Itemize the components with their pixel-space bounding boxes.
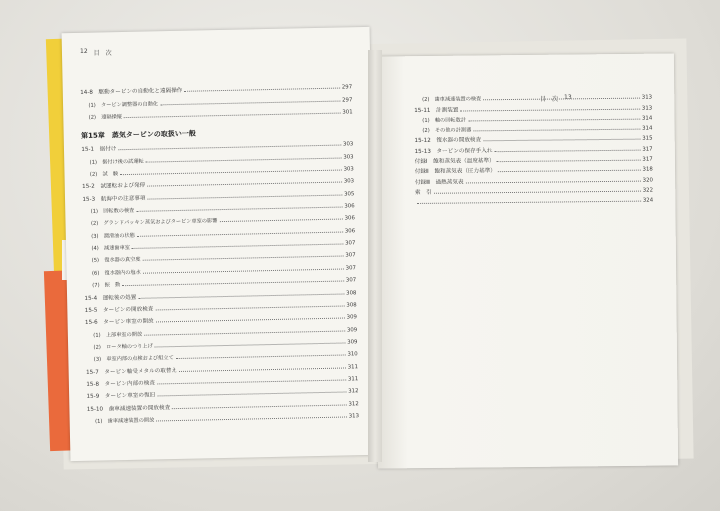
toc-leader-dots	[494, 149, 640, 152]
left-page-number: 12	[80, 48, 88, 55]
toc-entry-page: 313	[641, 105, 653, 112]
toc-entry-page: 311	[347, 376, 359, 383]
toc-entry-title: (1) 回転数の検査	[90, 207, 135, 215]
left-toc-list	[80, 78, 359, 425]
toc-entry-page: 312	[348, 388, 359, 395]
toc-leader-dots	[498, 170, 641, 172]
toc-entry-page: 324	[642, 197, 654, 204]
toc-entry-page: 297	[342, 96, 353, 104]
toc-entry-title: 15-1 据付け	[81, 146, 117, 154]
toc-entry-page: 308	[346, 302, 357, 309]
toc-entry-page: 303	[343, 178, 355, 185]
toc-entry-title: 索 引	[415, 189, 432, 196]
toc-entry-page: 318	[642, 166, 653, 173]
toc-entry-page: 305	[344, 191, 355, 198]
toc-entry-title: 15-12 復水器の開放検査	[414, 137, 482, 145]
toc-entry-page: 314	[641, 115, 653, 122]
right-page-title: 目 次	[540, 96, 559, 103]
toc-entry-page: 312	[348, 400, 359, 408]
toc-leader-dots	[417, 201, 641, 204]
toc-entry-title: 付録Ⅱ 飽和蒸気表（圧力基準）	[414, 168, 496, 176]
toc-entry-title: 15-3 航海中の注意事項	[82, 195, 146, 203]
left-page-header	[80, 48, 140, 57]
right-page-number: 13	[564, 94, 572, 101]
toc-entry-page: 309	[346, 326, 358, 333]
toc-entry-title: (1) 上部車室の開放	[93, 331, 143, 339]
toc-entry-title: 15-9 タービン車室の復旧	[86, 392, 156, 401]
toc-entry-page: 317	[642, 146, 653, 153]
toc-entry-title: (2) 歯車減速装置の検査	[422, 96, 482, 104]
toc-entry-page: 307	[345, 252, 356, 259]
toc-entry-page: 314	[642, 125, 653, 132]
toc-entry-title: (2) 試 験	[89, 171, 119, 178]
toc-entry-page: 307	[345, 277, 357, 284]
toc-entry-page: 308	[346, 289, 357, 296]
toc-entry-page: 306	[344, 215, 355, 222]
toc-entry-page: 310	[347, 351, 358, 358]
toc-entry-title: (2) グランドパッキン蒸気およびタービン車室の影響	[90, 218, 218, 228]
toc-entry-page: 322	[642, 187, 654, 194]
toc-entry-page: 303	[343, 166, 354, 173]
toc-entry-page: 320	[642, 177, 653, 184]
toc-entry-title: (2) その他の計測器	[422, 127, 472, 135]
toc-entry-title: 15-7 タービン軸受メタルの取替え	[85, 367, 178, 376]
toc-entry-page: 309	[347, 339, 358, 346]
toc-entry-title: 15-5 タービンの開放検査	[84, 306, 154, 314]
toc-entry-title: 付録Ⅲ 過熱蒸気表	[414, 179, 464, 186]
toc-entry-page: 309	[346, 314, 358, 321]
toc-entry-title: (3) 車室内部の点検および組立て	[93, 355, 174, 363]
toc-entry-title: (2) ロータ軸のつり上げ	[93, 343, 153, 351]
toc-entry-title: 15-4 運転後の処置	[84, 294, 137, 302]
toc-entry-title: (3) 潤滑油の状態	[91, 232, 135, 240]
right-toc-list	[414, 91, 653, 207]
toc-entry-title: 15-11 計測装置	[414, 107, 459, 114]
toc-entry-title: (6) 復水器内の塩水	[91, 269, 141, 277]
toc-entry-title: (1) 軸の回転数計	[422, 117, 466, 124]
toc-entry-page: 306	[344, 228, 356, 235]
toc-entry-page: 311	[347, 363, 359, 371]
toc-entry-title: (2) 遠隔操縦	[88, 114, 123, 121]
toc-entry-page: 303	[342, 141, 354, 148]
toc-entry-page: 297	[341, 84, 353, 91]
toc-entry-title: (4) 減速歯車室	[91, 245, 130, 252]
toc-entry-title: 15-6 タービン車室の開放	[84, 318, 154, 327]
toc-entry-title: (5) 復水器の真空度	[91, 257, 141, 265]
toc-entry-page: 301	[342, 109, 353, 116]
toc-entry-page: 306	[344, 203, 355, 210]
toc-entry-title: (1) 歯車減速装置の開放	[95, 417, 155, 425]
toc-entry-page: 307	[345, 265, 356, 272]
toc-entry-page: 307	[345, 240, 356, 247]
toc-entry-page: 303	[343, 154, 354, 161]
toc-leader-dots	[497, 160, 641, 163]
toc-entry-page: 317	[642, 156, 653, 163]
book-gutter	[368, 50, 382, 462]
toc-entry-title: 15-2 試運転および発停	[82, 183, 146, 191]
toc-entry-page: 313	[641, 94, 653, 101]
toc-entry-title: (1) タービン調整器の自動化	[88, 101, 159, 109]
toc-entry-title: 15-10 歯車減速装置の開放検査	[86, 404, 171, 413]
toc-entry-title: (1) 据付け後の試運転	[89, 158, 144, 166]
left-page-title: 目 次	[93, 50, 112, 57]
toc-entry-title: 15-13 タービンの保存手入れ	[414, 147, 493, 155]
toc-entry-title: (7) 振 動	[92, 282, 121, 289]
toc-entry-title: 付録Ⅰ 飽和蒸気表（温度基準）	[414, 158, 495, 166]
toc-entry-title: 14-8 駆動タービンの自動化と遠隔操作	[80, 88, 183, 97]
toc-entry-title: 第15章 蒸気タービンの取扱い一般	[81, 129, 196, 141]
toc-entry-page: 315	[642, 135, 653, 143]
toc-entry-title: 15-8 タービン内部の検査	[86, 380, 155, 388]
toc-entry-page: 313	[348, 413, 360, 420]
